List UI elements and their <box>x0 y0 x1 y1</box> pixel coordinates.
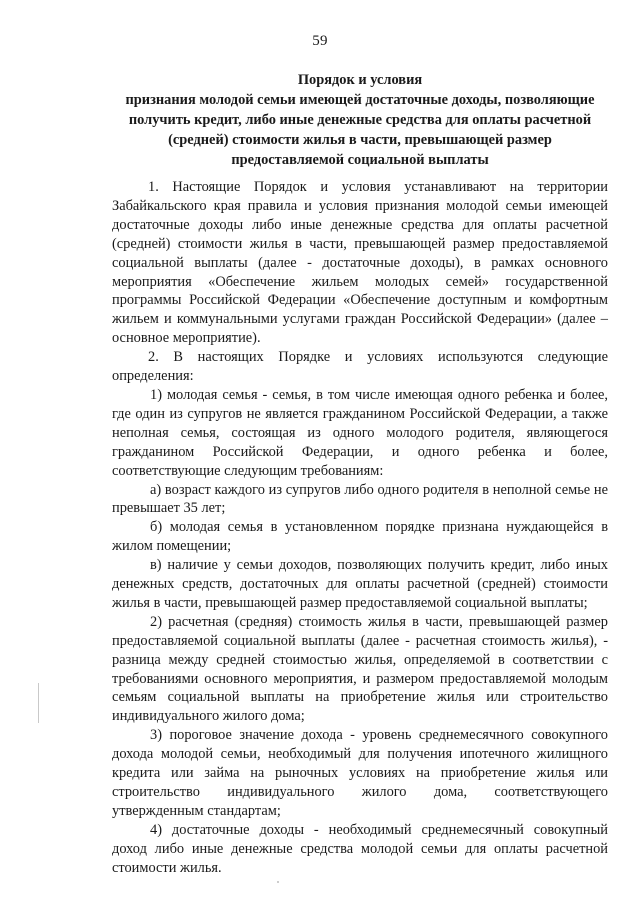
title-line-3: получить кредит, либо иные денежные средства для оплаты расчетной <box>128 112 592 128</box>
title-line-5: предоставляемой социальной выплаты <box>231 152 489 168</box>
document-title <box>110 70 610 170</box>
requirement-a: а) возраст каждого из супругов либо одного родителя в неполной семье не превышает 35 лет; <box>112 481 608 517</box>
requirement-c: в) наличие у семьи доходов, позволяющих получить кредит, либо иных денежных средств, достаточных для оплаты расчетной (средней) стоимости жилья в части, превышающей размер предоставляемой социальной выплаты; <box>112 557 608 611</box>
paragraph-1: 1. Настоящие Порядок и условия устанавливают на территории Забайкальского края правила и условия признания молодой семьи имеющей достаточные доходы либо иные денежные средства для оплаты расчетной (средней) стоимости жилья в части, превышающей размер предоставляемой социальной выплаты (далее - достаточные доходы), в рамках основного мероприятия «Обеспечение жильем молодых семей» государственной программы Российской Федерации «Обеспечение доступным и комфортным жильем и коммунальными услугами граждан Российской Федерации» (далее – основное мероприятие). <box>112 179 608 347</box>
title-line-4: (средней) стоимости жилья в части, превышающей размер <box>168 132 552 148</box>
requirement-b: б) молодая семья в установленном порядке признана нуждающейся в жилом помещении; <box>112 519 608 555</box>
definition-2: 2) расчетная (средняя) стоимость жилья в части, превышающей размер предоставляемой социальной выплаты (далее - расчетная стоимость жилья), - разница между средней стоимостью жилья, определяемой в соответствии с требованиями основного мероприятия, и размером предоставляемой молодым семьям социальной выплаты на приобретение жилья или строительство индивидуального жилого дома; <box>112 613 608 725</box>
scan-margin-mark <box>38 683 39 723</box>
scan-speck <box>277 881 279 883</box>
document-body <box>112 178 608 878</box>
title-line-1: Порядок и условия <box>297 72 423 88</box>
paragraph-2: 2. В настоящих Порядке и условиях используются следующие определения: <box>112 349 608 385</box>
definition-1: 1) молодая семья - семья, в том числе имеющая одного ребенка и более, где один из супругов не является гражданином Российской Федерации, а также неполная семья, состоящая из одного молодого родителя, являющегося гражданином Российской Федерации, и одного ребенка и более, соответствующие следующим требованиям: <box>112 386 608 479</box>
page-number: 59 <box>312 33 328 49</box>
definition-3: 3) пороговое значение дохода - уровень среднемесячного совокупного дохода молодой семьи, необходимый для получения ипотечного жилищного кредита или займа на рыночных условиях на приобретение жилья или строительство индивидуального жилого дома, соответствующего утвержденным стандартам; <box>112 727 608 819</box>
definition-4: 4) достаточные доходы - необходимый среднемесячный совокупный доход либо иные денежные средства молодой семьи для оплаты расчетной стоимости жилья. <box>112 821 608 876</box>
title-line-2: признания молодой семьи имеющей достаточные доходы, позволяющие <box>125 92 595 108</box>
